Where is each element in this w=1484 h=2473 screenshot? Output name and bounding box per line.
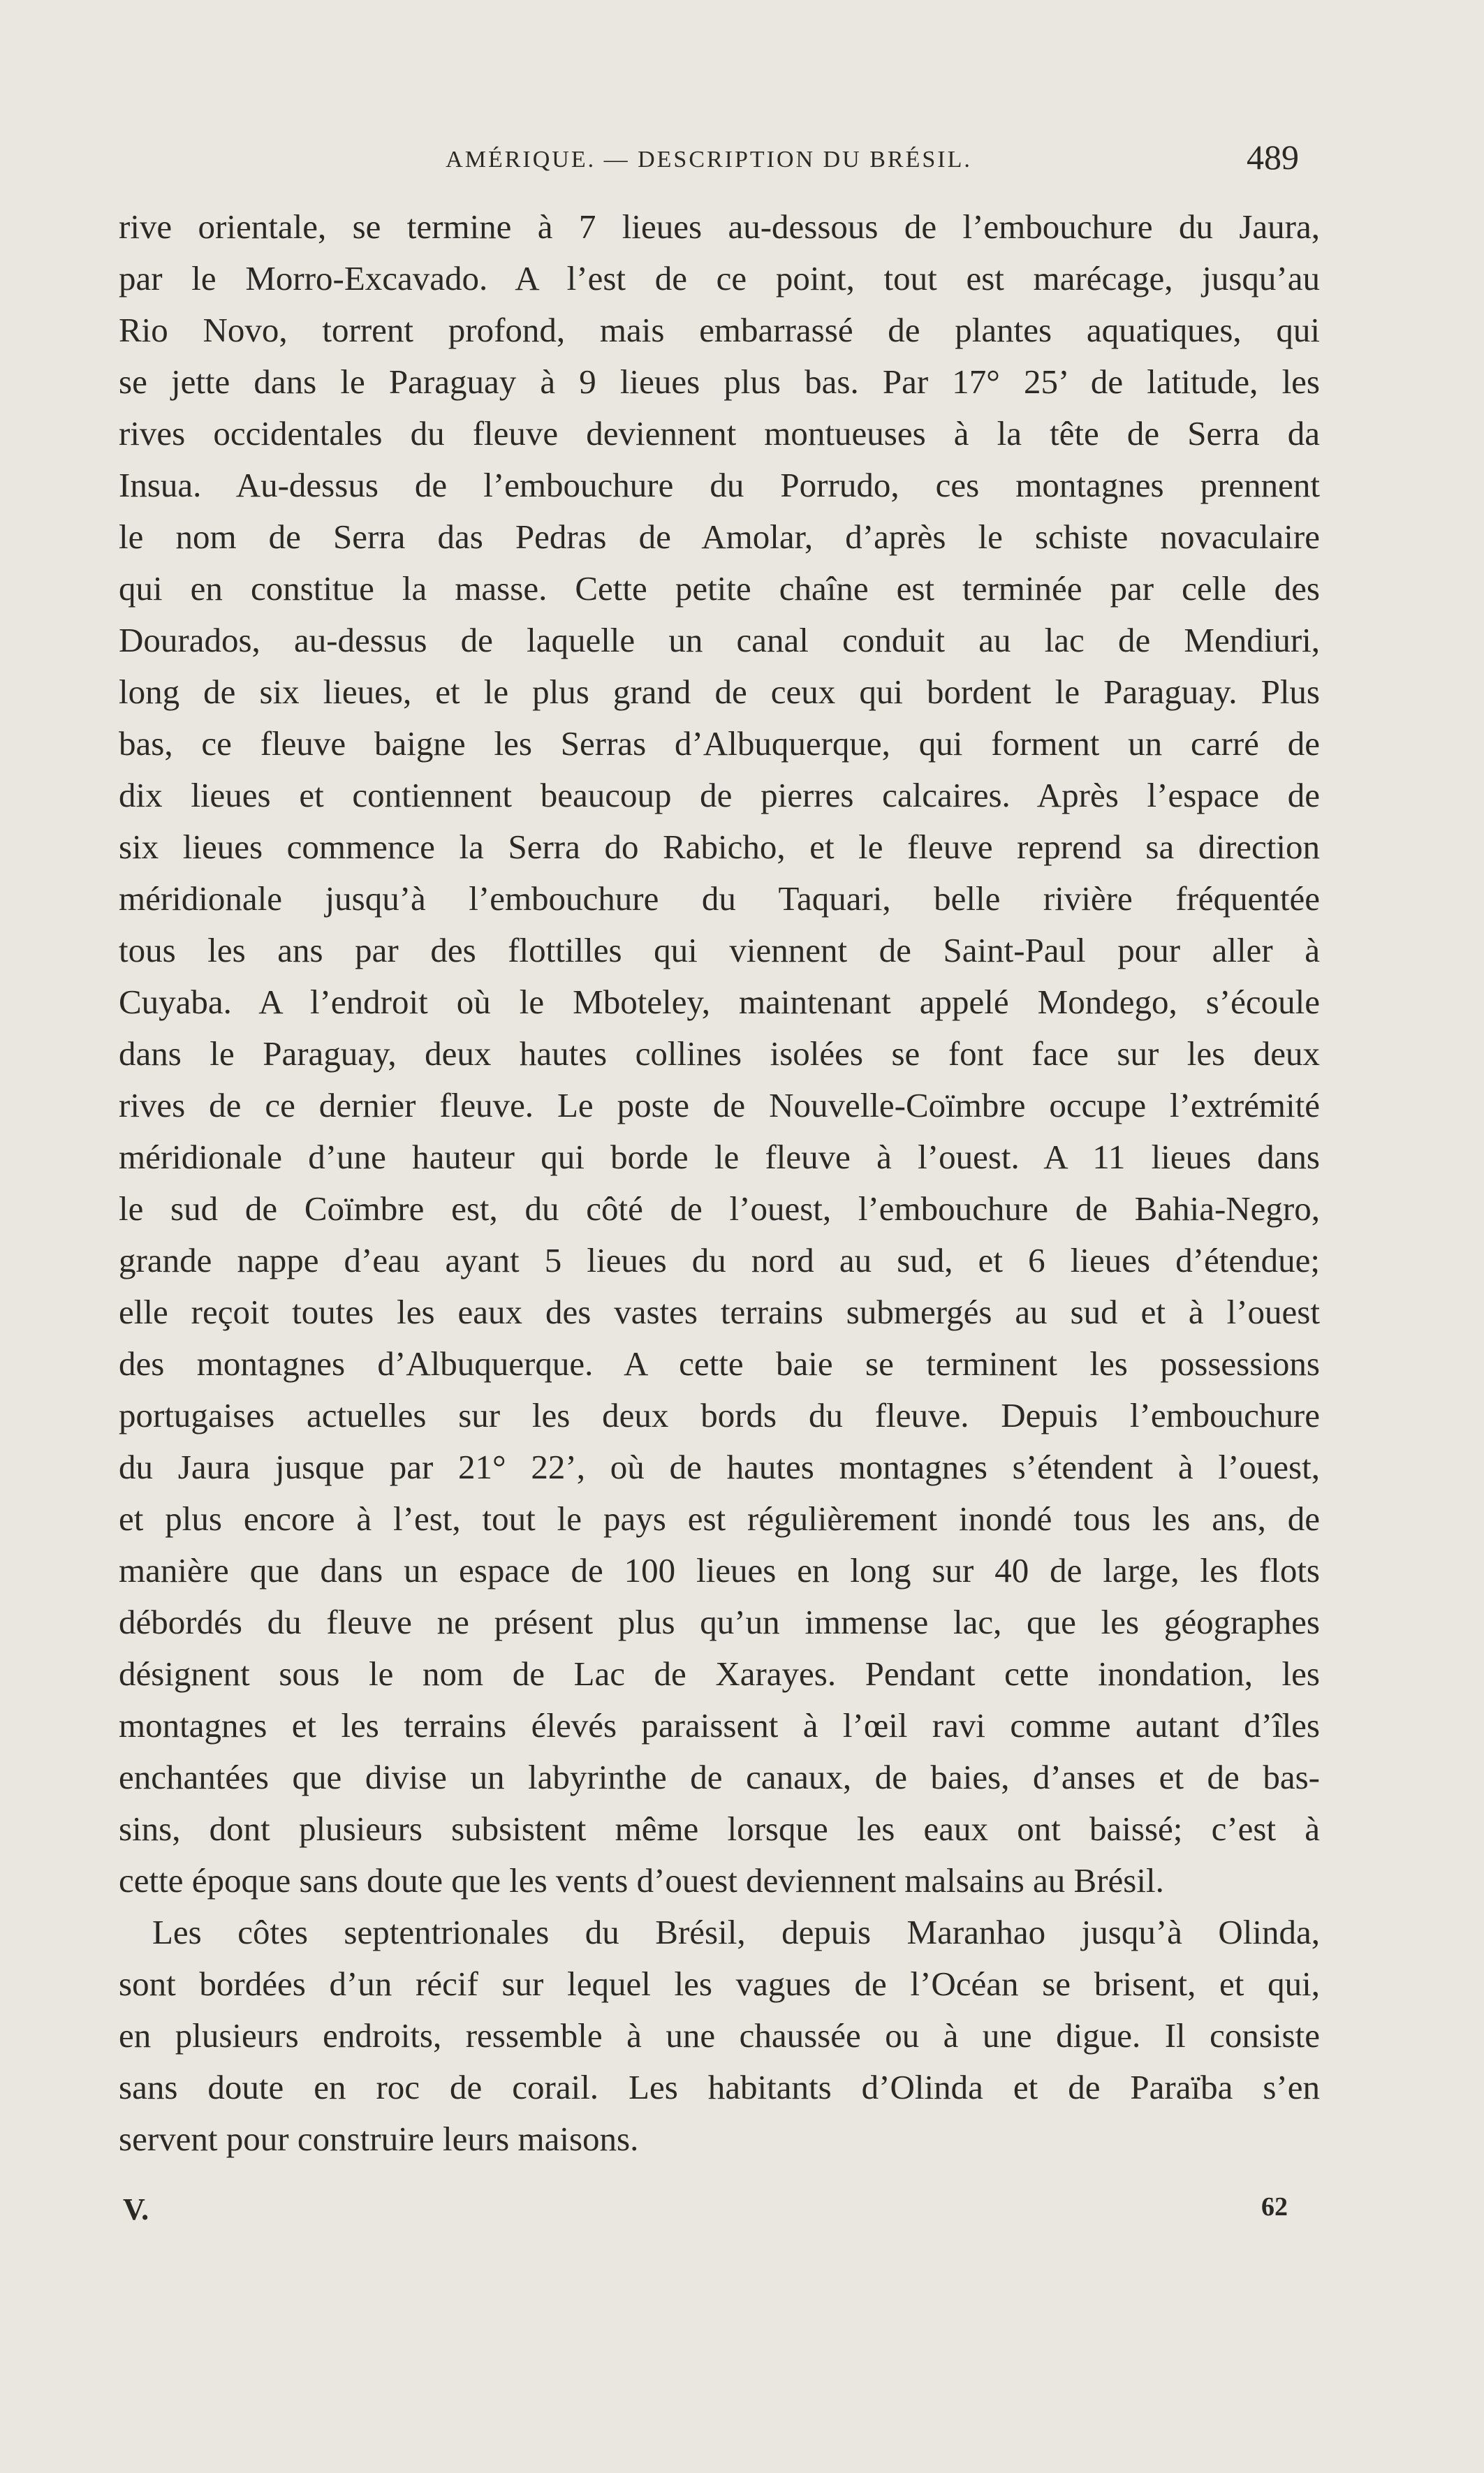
- text-line: et plus encore à l’est, tout le pays est régulièrement inondé tous les ans, de: [119, 1499, 1320, 1538]
- text-line: manière que dans un espace de 100 lieues en long sur 40 de large, les flots: [119, 1551, 1320, 1590]
- text-line: sont bordées d’un récif sur lequel les vagues de l’Océan se brisent, et qui,: [119, 1965, 1320, 2003]
- text-line: Dourados, au-dessus de laquelle un canal conduit au lac de Mendiuri,: [119, 621, 1320, 659]
- text-line: rives occidentales du fleuve deviennent montueuses à la tête de Serra da: [119, 414, 1320, 453]
- text-line: sans doute en roc de corail. Les habitants d’Olinda et de Paraïba s’en: [119, 2068, 1320, 2106]
- text-line: long de six lieues, et le plus grand de ceux qui bordent le Paraguay. Plus: [119, 673, 1320, 711]
- text-line: bas, ce fleuve baigne les Serras d’Albuquerque, qui forment un carré de: [119, 724, 1320, 763]
- text-line: servent pour construire leurs maisons.: [119, 2120, 639, 2158]
- text-line: grande nappe d’eau ayant 5 lieues du nord au sud, et 6 lieues d’étendue;: [119, 1241, 1320, 1279]
- paragraph: [119, 201, 1320, 1907]
- page-footer: [119, 2192, 1299, 2240]
- text-line: méridionale jusqu’à l’embouchure du Taquari, belle rivière fréquentée: [119, 879, 1320, 918]
- text-line: Rio Novo, torrent profond, mais embarrassé de plantes aquatiques, qui: [119, 311, 1320, 349]
- text-line: désignent sous le nom de Lac de Xarayes. Pendant cette inondation, les: [119, 1654, 1320, 1693]
- text-line: le sud de Coïmbre est, du côté de l’ouest, l’embouchure de Bahia-Negro,: [119, 1189, 1320, 1228]
- text-line: du Jaura jusque par 21° 22’, où de hautes montagnes s’étendent à l’ouest,: [119, 1448, 1320, 1486]
- text-line: dans le Paraguay, deux hautes collines isolées se font face sur les deux: [119, 1034, 1320, 1073]
- text-line: dix lieues et contiennent beaucoup de pierres calcaires. Après l’espace de: [119, 776, 1320, 814]
- text-line: rives de ce dernier fleuve. Le poste de Nouvelle-Coïmbre occupe l’extrémité: [119, 1086, 1320, 1124]
- text-line: par le Morro-Excavado. A l’est de ce point, tout est marécage, jusqu’au: [119, 259, 1320, 298]
- text-line: portugaises actuelles sur les deux bords du fleuve. Depuis l’embouchure: [119, 1396, 1320, 1434]
- running-title: AMÉRIQUE. — DESCRIPTION DU BRÉSIL.: [446, 147, 972, 173]
- text-line: cette époque sans doute que les vents d’ouest deviennent malsains au Brésil.: [119, 1861, 1164, 1900]
- text-line: Insua. Au-dessus de l’embouchure du Porrudo, ces montagnes prennent: [119, 466, 1320, 504]
- text-line: des montagnes d’Albuquerque. A cette baie se terminent les possessions: [119, 1344, 1320, 1383]
- text-line: montagnes et les terrains élevés paraissent à l’œil ravi comme autant d’îles: [119, 1706, 1320, 1745]
- signature-mark: 62: [1261, 2192, 1288, 2222]
- text-line: enchantées que divise un labyrinthe de canaux, de baies, d’anses et de bas-: [119, 1758, 1320, 1796]
- text-line: sins, dont plusieurs subsistent même lorsque les eaux ont baissé; c’est à: [119, 1810, 1320, 1848]
- volume-number: V.: [123, 2192, 149, 2226]
- page-header: [119, 137, 1299, 186]
- text-line: qui en constitue la masse. Cette petite chaîne est terminée par celle des: [119, 569, 1320, 608]
- text-line: rive orientale, se termine à 7 lieues au-dessous de l’embouchure du Jaura,: [119, 207, 1320, 246]
- text-line: en plusieurs endroits, ressemble à une chaussée ou à une digue. Il consiste: [119, 2016, 1320, 2055]
- paragraph: [119, 1907, 1320, 2165]
- page-number: 489: [1247, 138, 1299, 177]
- text-line: elle reçoit toutes les eaux des vastes terrains submergés au sud et à l’ouest: [119, 1293, 1320, 1331]
- text-line: six lieues commence la Serra do Rabicho, et le fleuve reprend sa direction: [119, 828, 1320, 866]
- text-line: tous les ans par des flottilles qui viennent de Saint-Paul pour aller à: [119, 931, 1320, 969]
- text-line: se jette dans le Paraguay à 9 lieues plus bas. Par 17° 25’ de latitude, les: [119, 362, 1320, 401]
- text-line: Les côtes septentrionales du Brésil, depuis Maranhao jusqu’à Olinda,: [152, 1913, 1320, 1951]
- text-line: Cuyaba. A l’endroit où le Mboteley, maintenant appelé Mondego, s’écoule: [119, 983, 1320, 1021]
- text-line: le nom de Serra das Pedras de Amolar, d’après le schiste novaculaire: [119, 518, 1320, 556]
- body-text: [119, 201, 1320, 2165]
- text-line: méridionale d’une hauteur qui borde le fleuve à l’ouest. A 11 lieues dans: [119, 1138, 1320, 1176]
- text-line: débordés du fleuve ne présent plus qu’un immense lac, que les géographes: [119, 1603, 1320, 1641]
